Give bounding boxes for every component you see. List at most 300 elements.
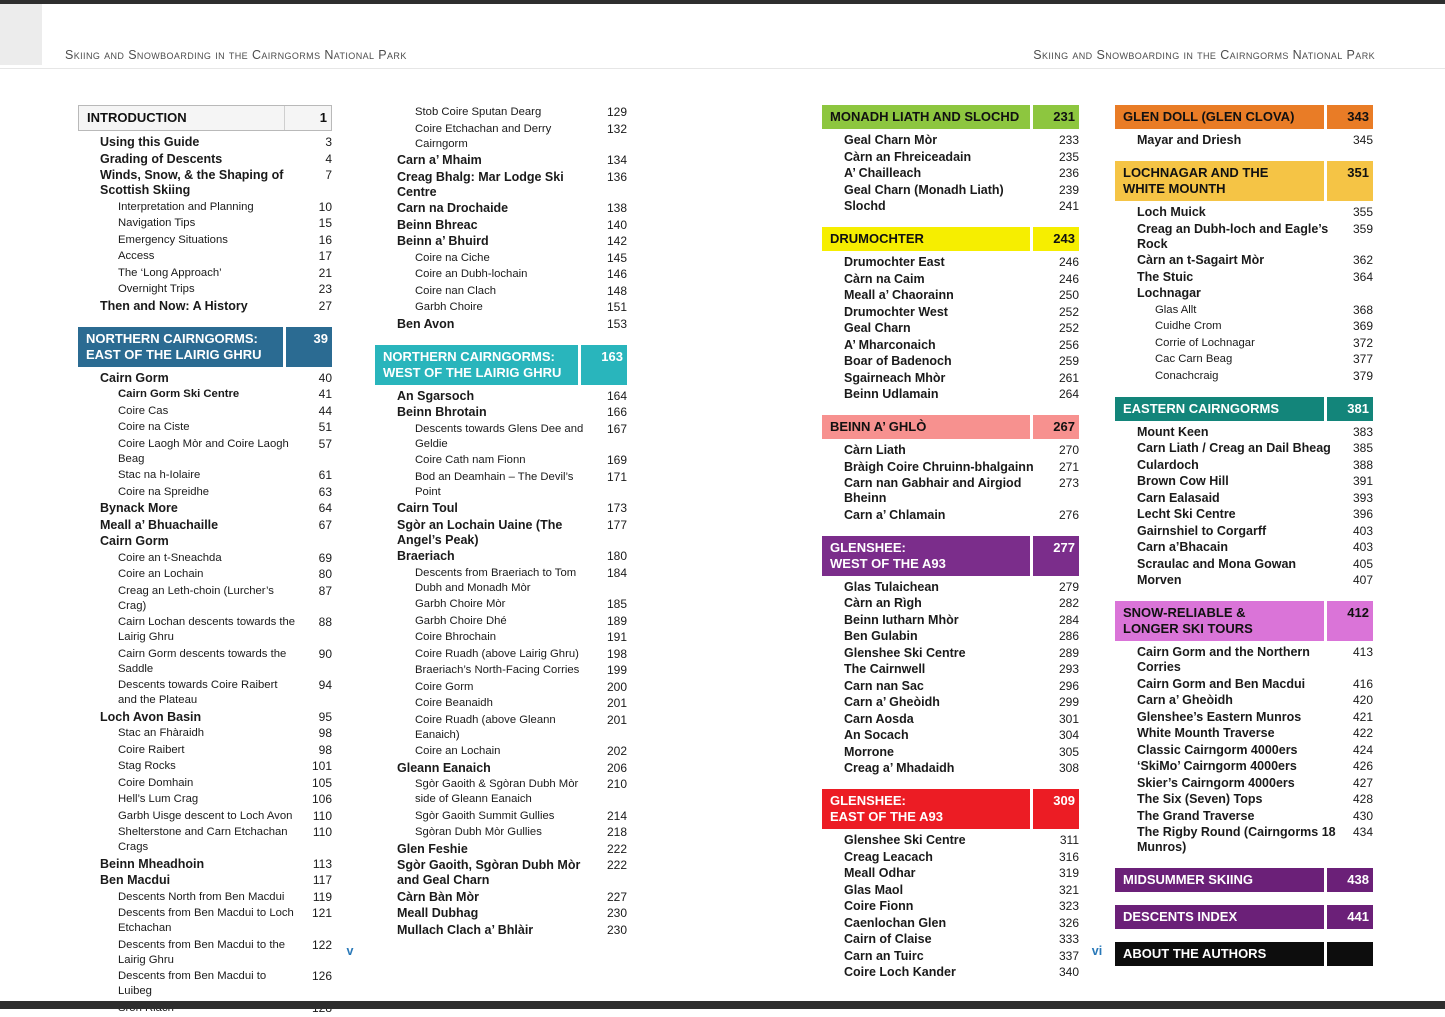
entry-page-number: 148 (606, 283, 627, 298)
entry-page-number: 27 (318, 298, 332, 313)
entry-page-number: 427 (1352, 775, 1373, 790)
section-title: ABOUT THE AUTHORS (1123, 946, 1267, 961)
section-page-number: 381 (1324, 397, 1373, 421)
entry-page-number: 67 (318, 517, 332, 532)
entry-page-number: 61 (318, 468, 332, 482)
entry-label: Cairn Gorm descents towards the Saddle (118, 647, 287, 675)
toc-entry (822, 965, 1079, 980)
toc-entry (375, 696, 627, 711)
entry-page-number: 407 (1352, 573, 1373, 587)
toc-entry (375, 713, 627, 743)
entry-page-number: 271 (1058, 459, 1079, 474)
section-page-number: 441 (1324, 905, 1373, 929)
toc-entry (822, 371, 1079, 386)
entry-label: Carn a’ Gheòidh (1137, 693, 1233, 707)
toc-entry (822, 629, 1079, 644)
entry-label: Carn a’ Mhaim (397, 153, 482, 167)
toc-entry (78, 726, 332, 741)
section-title: NORTHERN CAIRNGORMS: EAST OF THE LAIRIG GHRU (86, 330, 262, 362)
entry-page-number: 241 (1058, 199, 1079, 213)
toc-entry (822, 883, 1079, 898)
entry-label: Coire an Lochain (118, 568, 204, 580)
toc-entry (78, 468, 332, 483)
entry-label: Càrn an t-Sagairt Mòr (1137, 253, 1265, 267)
toc-entry (78, 299, 332, 314)
toc-entry (822, 833, 1079, 848)
section-page-number: 1 (284, 106, 331, 130)
toc-column-3 (822, 105, 1079, 982)
entry-page-number: 364 (1352, 269, 1373, 284)
toc-section-header (822, 415, 1079, 439)
toc-section-header (1115, 397, 1373, 421)
entry-label: Meall Dubhag (397, 906, 479, 920)
toc-entry (375, 890, 627, 905)
entry-label: Ben Macdui (100, 873, 171, 887)
entry-page-number: 276 (1058, 507, 1079, 522)
entry-page-number: 110 (312, 808, 332, 823)
toc-entry (375, 201, 627, 216)
toc-entry (822, 916, 1079, 931)
entry-label: Coire Laogh Mòr and Coire Laogh Beag (118, 437, 289, 465)
toc-entry (1115, 677, 1373, 692)
entry-page-number: 119 (312, 889, 332, 904)
entry-page-number: 264 (1058, 387, 1079, 401)
entry-label: Beinn Bhreac (397, 217, 478, 232)
entry-page-number: 117 (312, 873, 332, 887)
entry-page-number: 293 (1058, 662, 1079, 676)
toc-entry (375, 597, 627, 612)
entry-label: Càrn Bàn Mòr (397, 889, 479, 904)
entry-label: Càrn an Rìgh (844, 596, 922, 610)
toc-entry (1115, 557, 1373, 572)
toc-entry (1115, 825, 1373, 855)
section-title: INTRODUCTION (87, 110, 187, 125)
toc-entry (1115, 645, 1373, 675)
toc-section-header (78, 327, 332, 367)
section-page-number: 351 (1324, 161, 1373, 201)
section-page-number: 343 (1324, 105, 1373, 129)
toc-entry (78, 857, 332, 872)
entry-page-number: 121 (311, 906, 332, 920)
entry-page-number: 222 (606, 841, 627, 856)
entry-label: An Socach (844, 728, 909, 742)
entry-label: Boar of Badenoch (844, 354, 952, 368)
entry-label: Braeriach’s North-Facing Corries (415, 664, 580, 676)
entry-page-number: 379 (1352, 368, 1373, 383)
entry-label: Descents towards Glens Dee and Geldie (415, 422, 584, 450)
toc-entry (375, 234, 627, 249)
toc-entry (1115, 222, 1373, 252)
toc-entry (822, 596, 1079, 611)
entry-page-number: 142 (606, 234, 627, 248)
toc-entry (822, 133, 1079, 148)
entry-label: Bràigh Coire Chruinn-bhalgainn (844, 459, 1034, 474)
toc-entry (822, 662, 1079, 677)
toc-entry (822, 679, 1079, 694)
toc-entry (1115, 425, 1373, 440)
toc-entry (822, 150, 1079, 165)
entry-label: Interpretation and Planning (118, 200, 254, 213)
section-title: MIDSUMMER SKIING (1123, 872, 1253, 887)
entry-page-number: 4 (325, 151, 332, 166)
toc-entry (822, 272, 1079, 287)
entry-page-number: 138 (606, 201, 627, 215)
toc-entry (375, 842, 627, 857)
entry-label: Creag Leacach (844, 849, 933, 864)
entry-page-number: 333 (1058, 932, 1079, 946)
toc-entry (78, 678, 332, 708)
entry-label: Garbh Choire Dhé (415, 614, 507, 627)
section-page-number: 277 (1030, 536, 1079, 576)
entry-page-number: 199 (606, 663, 627, 677)
toc-section-header (1115, 161, 1373, 201)
entry-label: Ben Gulabin (844, 629, 918, 643)
toc-section-header (822, 789, 1079, 829)
toc-entry (822, 761, 1079, 776)
entry-page-number: 369 (1352, 319, 1373, 333)
toc-entry (78, 792, 332, 807)
toc-entry (1115, 253, 1373, 268)
section-title: LOCHNAGAR AND THE WHITE MOUNTH (1123, 165, 1269, 196)
entry-label: Descents from Ben Macdui to Luibeg (118, 970, 267, 997)
entry-page-number: 323 (1058, 899, 1079, 913)
toc-entry (375, 549, 627, 564)
section-page-number: 309 (1030, 789, 1079, 829)
toc-entry (78, 938, 332, 968)
entry-label: The Cairnwell (844, 662, 926, 676)
toc-entry (78, 710, 332, 725)
entry-page-number: 145 (606, 250, 627, 265)
toc-entry (822, 646, 1079, 661)
entry-page-number: 214 (606, 808, 627, 823)
entry-label: Coire an t-Sneachda (118, 551, 222, 564)
entry-label: Stob Coire Sputan Dearg (415, 106, 542, 118)
entry-label: Carn nan Gabhair and Airgiod Bheinn (844, 476, 1022, 505)
entry-page-number: 403 (1352, 540, 1373, 554)
toc-entry (375, 470, 627, 500)
entry-page-number: 166 (606, 405, 627, 419)
toc-entry (78, 437, 332, 467)
entry-label: Cairn Lochan descents towards the Lairig Ghru (118, 616, 296, 643)
entry-label: Bod an Deamhain – The Devil’s Point (415, 470, 574, 498)
entry-page-number: 113 (312, 856, 332, 871)
entry-page-number: 256 (1058, 337, 1079, 352)
entry-label: Slochd (844, 199, 886, 213)
entry-label: Gairnshiel to Corgarff (1137, 523, 1267, 538)
entry-label: Garbh Choire (415, 301, 483, 313)
toc-entry (822, 899, 1079, 914)
entry-label: Cac Carn Beag (1155, 353, 1233, 365)
toc-entry (375, 809, 627, 824)
toc-column-4 (1115, 105, 1373, 970)
entry-page-number: 129 (606, 105, 627, 119)
entry-label: Corrie of Lochnagar (1155, 336, 1255, 349)
entry-label: ‘SkiMo’ Cairngorm 4000ers (1137, 759, 1297, 773)
entry-label: White Mounth Traverse (1137, 726, 1275, 740)
entry-label: Culardoch (1137, 457, 1199, 472)
entry-page-number: 396 (1352, 507, 1373, 521)
entry-page-number: 230 (606, 906, 627, 920)
entry-page-number: 246 (1058, 255, 1079, 269)
entry-label: Carn a’ Gheòidh (844, 695, 940, 709)
entry-label: Lecht Ski Centre (1137, 507, 1236, 521)
toc-entry (375, 251, 627, 266)
entry-label: Coire Ruadh (above Gleann Eanaich) (415, 713, 556, 741)
toc-entry (822, 288, 1079, 303)
toc-entry (822, 712, 1079, 727)
toc-entry (1115, 319, 1373, 334)
toc-section-header (78, 105, 332, 131)
toc-entry (1115, 759, 1373, 774)
toc-entry (375, 858, 627, 888)
toc-entry (822, 932, 1079, 947)
entry-label: Càrn an Fhreiceadain (844, 149, 972, 164)
toc-entry (78, 551, 332, 566)
toc-entry (78, 969, 332, 999)
entry-label: Glenshee Ski Centre (844, 833, 966, 847)
section-title: DESCENTS INDEX (1123, 909, 1238, 924)
toc-entry (1115, 776, 1373, 791)
entry-page-number: 321 (1058, 882, 1079, 897)
entry-label: Creag an Leth-choin (Lurcher’s Crag) (118, 584, 274, 612)
entry-page-number: 98 (318, 726, 332, 740)
entry-label: Carn Ealasaid (1137, 490, 1220, 505)
entry-label: Beinn Iutharn Mhòr (844, 612, 959, 627)
entry-label: The Stuic (1137, 269, 1194, 284)
entry-label: Access (118, 250, 155, 262)
page-corner-block (0, 4, 42, 65)
entry-label: Coire Fionn (844, 899, 914, 913)
toc-column-2 (375, 105, 627, 939)
entry-label: Hell’s Lum Crag (118, 793, 199, 805)
entry-label: Coire Beanaidh (415, 697, 493, 709)
entry-page-number: 126 (311, 969, 332, 983)
section-page-number: 438 (1324, 868, 1373, 892)
entry-page-number: 383 (1352, 424, 1373, 439)
entry-label: Stag Rocks (118, 760, 176, 772)
entry-page-number: 416 (1352, 676, 1373, 691)
entry-label: Drumochter West (844, 304, 948, 319)
entry-page-number: 201 (606, 696, 627, 710)
entry-label: Then and Now: A History (100, 298, 248, 313)
entry-page-number: 422 (1352, 726, 1373, 740)
section-title: BEINN A’ GHLÒ (830, 419, 927, 434)
toc-section-header (1115, 868, 1373, 892)
toc-entry (78, 501, 332, 516)
toc-column-1 (78, 105, 332, 1017)
toc-entry (375, 614, 627, 629)
entry-page-number: 23 (318, 282, 332, 296)
entry-label: Càrn na Caim (844, 271, 925, 286)
entry-label: Carn na Drochaide (397, 201, 509, 215)
entry-page-number: 87 (318, 583, 332, 598)
toc-entry (375, 389, 627, 404)
toc-entry (822, 850, 1079, 865)
entry-label: An Sgarsoch (397, 388, 475, 403)
section-page-number: 231 (1030, 105, 1079, 129)
header-rule (0, 68, 1445, 69)
toc-entry (1115, 205, 1373, 220)
toc-entry (375, 267, 627, 282)
page-number-right: vi (1091, 944, 1103, 958)
entry-page-number: 337 (1058, 948, 1079, 963)
toc-entry (78, 485, 332, 500)
entry-page-number: 235 (1058, 149, 1079, 164)
entry-page-number: 185 (606, 597, 627, 611)
entry-label: Glas Allt (1155, 303, 1197, 316)
entry-label: Glas Maol (844, 882, 904, 897)
entry-label: Coire Raibert (118, 743, 185, 756)
entry-label: Coire Ruadh (above Lairig Ghru) (415, 647, 579, 660)
entry-page-number: 421 (1352, 709, 1373, 724)
entry-page-number: 10 (318, 199, 332, 214)
entry-page-number: 64 (318, 501, 332, 515)
entry-page-number: 80 (318, 567, 332, 581)
entry-label: Conachcraig (1155, 369, 1219, 382)
toc-section-header (822, 536, 1079, 576)
entry-label: Gleann Eanaich (397, 760, 491, 775)
toc-entry (1115, 458, 1373, 473)
toc-entry (1115, 286, 1373, 301)
entry-page-number: 146 (606, 267, 627, 281)
section-page-number: 163 (578, 345, 627, 385)
toc-entry (822, 745, 1079, 760)
toc-entry (375, 170, 627, 200)
toc-entry (375, 630, 627, 645)
entry-label: Sgòr Gaoith & Sgòran Dubh Mòr side of Gleann Eanaich (415, 778, 579, 805)
toc-entry (78, 200, 332, 215)
toc-section-header (822, 105, 1079, 129)
toc-entry (375, 218, 627, 233)
section-page-number: 412 (1324, 601, 1373, 641)
entry-label: Coire Cath nam Fionn (415, 454, 526, 466)
entry-label: Using this Guide (100, 135, 200, 149)
entry-page-number: 388 (1352, 457, 1373, 472)
entry-page-number: 252 (1058, 321, 1079, 335)
entry-label: Coire Bhrochain (415, 631, 497, 643)
entry-label: Winds, Snow, & the Shaping of Scottish Skiing (100, 168, 284, 197)
entry-label: Skier’s Cairngorm 4000ers (1137, 775, 1295, 790)
toc-section-header (375, 345, 627, 385)
toc-entry (78, 168, 332, 198)
entry-label: Coire na Ciste (118, 421, 190, 433)
toc-entry (78, 647, 332, 677)
entry-label: Creag Bhalg: Mar Lodge Ski Centre (397, 169, 564, 199)
toc-entry (375, 284, 627, 299)
entry-label: Bynack More (100, 501, 178, 515)
toc-entry (1115, 809, 1373, 824)
entry-page-number: 180 (606, 549, 627, 563)
entry-page-number: 393 (1352, 490, 1373, 505)
toc-section-header (1115, 105, 1373, 129)
entry-page-number: 227 (606, 889, 627, 904)
toc-entry (78, 906, 332, 936)
entry-label: Beinn a’ Bhuird (397, 234, 489, 248)
toc-entry (78, 387, 332, 402)
toc-entry (822, 613, 1079, 628)
entry-label: A’ Mharconaich (844, 337, 936, 352)
entry-page-number: 140 (606, 217, 627, 232)
entry-label: Sgòr Gaoith Summit Gullies (415, 809, 555, 822)
toc-entry (1115, 133, 1373, 148)
toc-section-header (1115, 942, 1373, 966)
entry-page-number: 21 (318, 265, 332, 280)
entry-page-number: 246 (1058, 271, 1079, 286)
entry-label: Geal Charn (Monadh Liath) (844, 182, 1004, 197)
entry-page-number: 201 (606, 712, 627, 727)
toc-entry (375, 317, 627, 332)
toc-entry (1115, 352, 1373, 367)
toc-entry (1115, 573, 1373, 588)
entry-label: The Six (Seven) Tops (1137, 792, 1263, 806)
toc-entry (822, 580, 1079, 595)
toc-entry (375, 647, 627, 662)
toc-entry (375, 761, 627, 776)
toc-entry (1115, 336, 1373, 351)
entry-page-number: 301 (1058, 711, 1079, 726)
entry-page-number: 44 (318, 403, 332, 418)
toc-entry (78, 152, 332, 167)
entry-label: Coire na Spreidhe (118, 485, 210, 498)
toc-entry (78, 567, 332, 582)
toc-entry (1115, 369, 1373, 384)
entry-label: Brown Cow Hill (1137, 474, 1229, 488)
entry-page-number: 132 (606, 121, 627, 136)
entry-page-number: 299 (1058, 695, 1079, 709)
entry-label: Carn a’Bhacain (1137, 540, 1229, 554)
toc-entry (78, 233, 332, 248)
toc-entry (822, 460, 1079, 475)
entry-label: Creag a’ Mhadaidh (844, 761, 955, 775)
toc-entry (822, 508, 1079, 523)
entry-page-number: 173 (606, 501, 627, 515)
section-title: GLEN DOLL (GLEN CLOVA) (1123, 109, 1295, 124)
toc-entry (78, 809, 332, 824)
entry-page-number: 236 (1058, 166, 1079, 180)
entry-label: A’ Chailleach (844, 166, 922, 180)
entry-page-number: 206 (606, 760, 627, 775)
entry-label: Coire an Lochain (415, 745, 501, 757)
entry-page-number: 94 (318, 678, 332, 692)
toc-entry (78, 759, 332, 774)
entry-page-number: 3 (325, 135, 332, 149)
entry-label: Shelterstone and Carn Etchachan Crags (118, 826, 288, 853)
entry-label: Meall a’ Chaorainn (844, 288, 954, 302)
entry-page-number: 15 (318, 216, 332, 230)
entry-page-number: 340 (1058, 965, 1079, 979)
entry-label: Navigation Tips (118, 217, 196, 229)
entry-label: Lochnagar (1137, 286, 1201, 300)
toc-entry (375, 501, 627, 516)
entry-page-number: 359 (1352, 221, 1373, 236)
toc-entry (375, 777, 627, 807)
entry-page-number: 41 (318, 387, 332, 401)
toc-entry (375, 518, 627, 548)
entry-page-number: 319 (1058, 866, 1079, 880)
toc-section-header (1115, 601, 1373, 641)
page-number-left: v (346, 944, 354, 958)
entry-label: Glenshee Ski Centre (844, 645, 966, 660)
toc-entry (375, 663, 627, 678)
entry-label: Carn Aosda (844, 711, 914, 726)
entry-page-number: 151 (606, 300, 627, 314)
toc-entry (78, 216, 332, 231)
entry-page-number: 311 (1059, 833, 1079, 847)
running-head-right: Skiing and Snowboarding in the Cairngorms National Park (1033, 48, 1375, 62)
entry-page-number: 296 (1058, 678, 1079, 693)
entry-page-number: 413 (1352, 645, 1373, 659)
toc-entry (375, 825, 627, 840)
